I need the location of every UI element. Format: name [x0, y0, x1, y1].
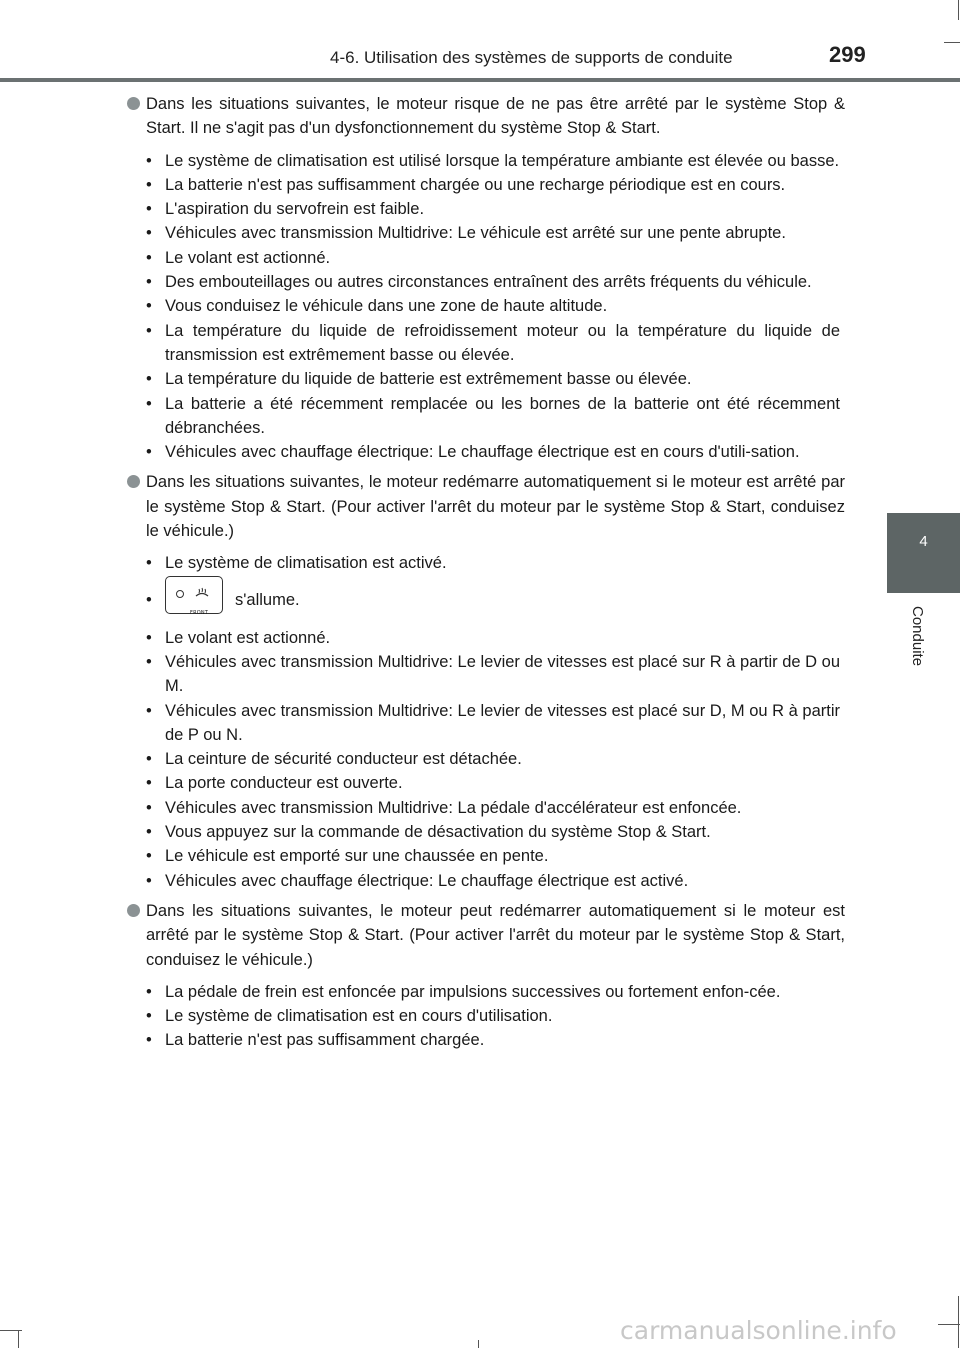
crop-mark	[958, 1296, 959, 1348]
list-item: • L'aspiration du servofrein est faible.	[146, 200, 425, 219]
page-number: 299	[829, 42, 866, 67]
button-label: FRONT	[190, 609, 209, 616]
list-item: • La ceinture de sécurité conducteur est détachée.	[146, 750, 522, 769]
section-2	[127, 470, 845, 892]
crop-mark	[18, 1330, 19, 1348]
list-item: • La batterie n'est pas suffisamment chargée ou une recharge périodique est en cours.	[146, 175, 786, 194]
list-item: • La batterie a été récemment remplacée ou les bornes de la batterie ont été récemment débranchées.	[146, 394, 840, 437]
windshield-defrost-icon	[195, 586, 209, 598]
list-item: • Des embouteillages ou autres circonstances entraînent des arrêts fréquents du véhicule.	[146, 273, 812, 292]
bullet-dot-icon	[127, 904, 140, 917]
crop-mark	[944, 42, 960, 43]
list-item: • Le volant est actionné.	[146, 248, 331, 267]
crop-mark	[938, 1324, 960, 1325]
crop-mark	[478, 1340, 479, 1348]
chapter-label: Conduite	[909, 606, 926, 667]
item-list	[127, 980, 845, 1053]
list-item: • Le système de climatisation est utilisé lorsque la température ambiante est élevée ou basse.	[146, 151, 840, 170]
indicator-light-icon	[176, 590, 184, 598]
list-item: • Vous conduisez le véhicule dans une zone de haute altitude.	[146, 297, 608, 316]
list-item: • Vous appuyez sur la commande de désactivation du système Stop & Start.	[146, 823, 711, 842]
header-title: 4-6. Utilisation des systèmes de supports de conduite	[330, 48, 733, 67]
list-item: • Le système de climatisation est activé.	[146, 554, 447, 573]
crop-mark	[958, 0, 959, 20]
list-item: • FRONT s'allume.	[127, 576, 845, 626]
list-item: • La température du liquide de refroidissement moteur ou la température du liquide de transmission est extrêmement basse ou élevée.	[146, 321, 840, 364]
list-item: • Véhicules avec transmission Multidrive: La pédale d'accélérateur est enfoncée.	[146, 798, 742, 817]
section-1	[127, 92, 845, 464]
section-3	[127, 899, 845, 1053]
header-rule	[0, 78, 960, 82]
list-item: • Véhicules avec chauffage électrique: Le chauffage électrique est en cours d'utili-sation.	[146, 443, 800, 462]
list-item: • Véhicules avec chauffage électrique: Le chauffage électrique est activé.	[146, 871, 689, 890]
chapter-number: 4	[919, 533, 928, 550]
bullet-dot-icon	[127, 475, 140, 488]
section-intro: Dans les situations suivantes, le moteur redémarre automatiquement si le moteur est arrêté par le système Stop & Start. (Pour activer l'arrêt du moteur par le système Stop & Start, conduisez le véhicule.)	[127, 470, 845, 543]
list-item: • Le système de climatisation est en cours d'utilisation.	[146, 1007, 553, 1026]
page-content	[127, 92, 845, 1059]
list-item: • Le volant est actionné.	[146, 628, 331, 647]
list-item: • La température du liquide de batterie est extrêmement basse ou élevée.	[146, 370, 692, 389]
watermark: carmanualsonline.info	[620, 1316, 897, 1345]
section-intro: Dans les situations suivantes, le moteur risque de ne pas être arrêté par le système Stop & Start. Il ne s'agit pas d'un dysfonctionnement du système Stop & Start.	[127, 92, 845, 141]
list-item: • Le véhicule est emporté sur une chaussée en pente.	[146, 847, 549, 866]
list-item: • Véhicules avec transmission Multidrive: Le levier de vitesses est placé sur R à partir de D ou M.	[146, 652, 840, 696]
list-item: • La batterie n'est pas suffisamment chargée.	[146, 1031, 485, 1050]
list-item: • Véhicules avec transmission Multidrive: Le levier de vitesses est placé sur D, M ou R à partir de P ou N.	[146, 701, 840, 744]
bullet-dot-icon	[127, 97, 140, 110]
item-list	[127, 149, 845, 465]
front-defroster-button-icon	[165, 576, 223, 614]
section-intro: Dans les situations suivantes, le moteur peut redémarrer automatiquement si le moteur est arrêté par le système Stop & Start. (Pour activer l'arrêt du moteur par le système Stop & Start, conduisez le véhicule.)	[127, 899, 845, 972]
list-item: • La pédale de frein est enfoncée par impulsions successives ou fortement enfon-cée.	[146, 982, 781, 1001]
chapter-tab[interactable]	[887, 513, 960, 593]
item-list	[127, 551, 845, 893]
list-item: • Véhicules avec transmission Multidrive: Le véhicule est arrêté sur une pente abrupte.	[146, 224, 786, 243]
list-item: • La porte conducteur est ouverte.	[146, 774, 403, 793]
